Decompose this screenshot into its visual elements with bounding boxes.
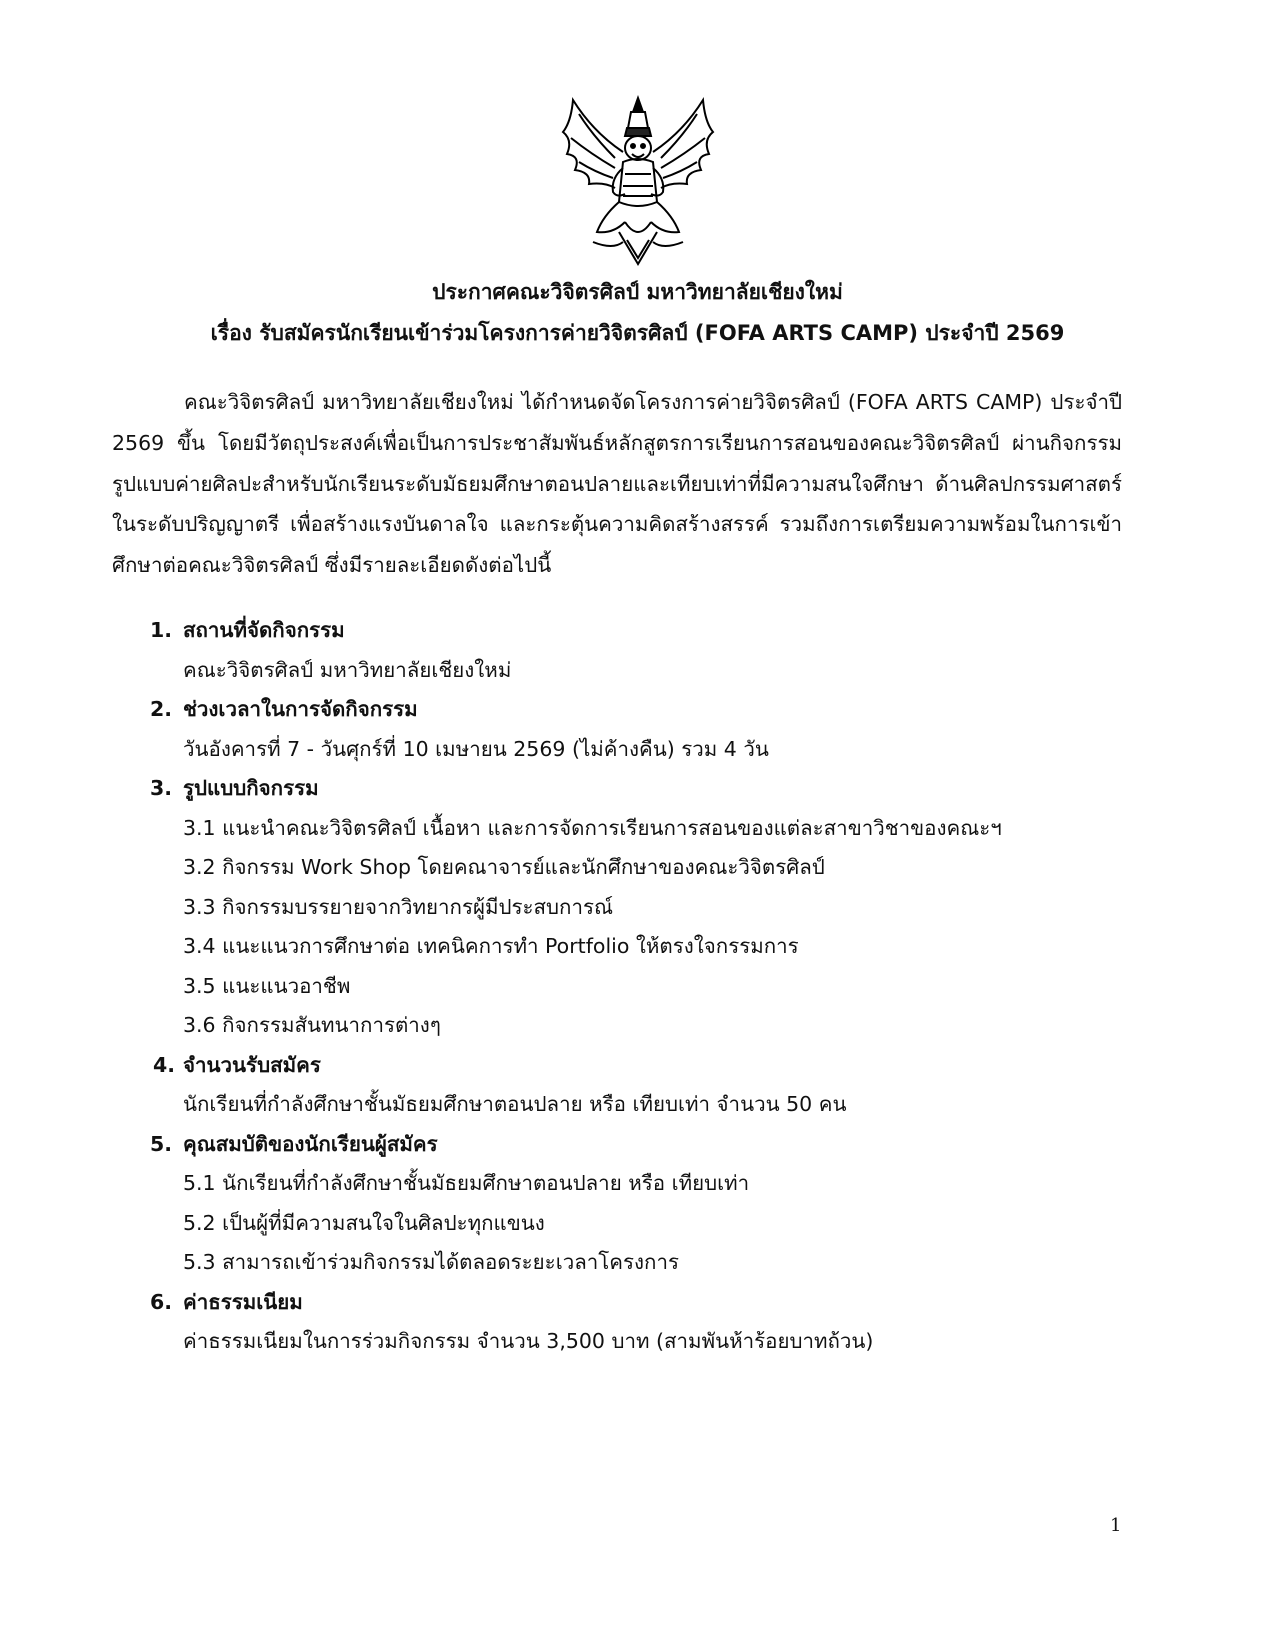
section-3-item: 3.4 แนะแนวการศึกษาต่อ เทคนิคการทำ Portfolio ให้ตรงใจกรรมการ	[183, 934, 799, 958]
section-number: 4.	[153, 1053, 176, 1077]
section-number: 5.	[150, 1132, 173, 1156]
section-5-item: 5.1 นักเรียนที่กำลังศึกษาชั้นมัธยมศึกษาตอนปลาย หรือ เทียบเท่า	[183, 1171, 750, 1195]
section-title: รูปแบบกิจกรรม	[183, 776, 319, 800]
section-5-item: 5.2 เป็นผู้ที่มีความสนใจในศิลปะทุกแขนง	[183, 1211, 545, 1235]
section-2-heading	[150, 694, 418, 724]
section-title: จำนวนรับสมัคร	[183, 1053, 321, 1077]
section-number: 6.	[150, 1290, 173, 1314]
section-title: ค่าธรรมเนียม	[183, 1290, 303, 1314]
section-number: 3.	[150, 776, 173, 800]
section-3-item: 3.2 กิจกรรม Work Shop โดยคณาจารย์และนักศึกษาของคณะวิจิตรศิลป์	[183, 855, 825, 879]
section-1-item: คณะวิจิตรศิลป์ มหาวิทยาลัยเชียงใหม่	[183, 658, 512, 682]
garuda-emblem-icon	[553, 92, 723, 270]
section-title: ช่วงเวลาในการจัดกิจกรรม	[183, 697, 418, 721]
section-6-heading	[150, 1287, 303, 1317]
announcement-subject: เรื่อง รับสมัครนักเรียนเข้าร่วมโครงการค่ายวิจิตรศิลป์ (FOFA ARTS CAMP) ประจำปี 2569	[210, 321, 1065, 345]
section-3-item: 3.3 กิจกรรมบรรยายจากวิทยากรผู้มีประสบการณ์	[183, 895, 613, 919]
section-3-item: 3.6 กิจกรรมสันทนาการต่างๆ	[183, 1013, 441, 1037]
section-3-heading	[150, 773, 319, 803]
section-1-heading	[150, 615, 345, 645]
section-5-item: 5.3 สามารถเข้าร่วมกิจกรรมได้ตลอดระยะเวลาโครงการ	[183, 1250, 679, 1274]
section-2-item: วันอังคารที่ 7 - วันศุกร์ที่ 10 เมษายน 2569 (ไม่ค้างคืน) รวม 4 วัน	[183, 737, 769, 761]
section-title: สถานที่จัดกิจกรรม	[183, 618, 345, 642]
section-title: คุณสมบัติของนักเรียนผู้สมัคร	[183, 1132, 438, 1156]
section-6-item: ค่าธรรมเนียมในการร่วมกิจกรรม จำนวน 3,500 บาท (สามพันห้าร้อยบาทถ้วน)	[183, 1329, 874, 1353]
section-number: 2.	[150, 697, 173, 721]
intro-paragraph	[112, 382, 1122, 586]
section-5-heading	[150, 1129, 438, 1159]
intro-text: คณะวิจิตรศิลป์ มหาวิทยาลัยเชียงใหม่ ได้กำหนดจัดโครงการค่ายวิจิตรศิลป์ (FOFA ARTS CAMP) ประจำปี 2569 ขึ้น โดยมีวัตถุประสงค์เพื่อเป็นการประชาสัมพันธ์หลักสูตรการเรียนการสอนของคณะวิจิตรศิลป์ ผ่านกิจกรรมรูปแบบค่ายศิลปะสำหรับนักเรียนระดับมัธยมศึกษาตอนปลายและเทียบเท่าที่มีความสนใจศึกษา ด้านศิลปกรรมศาสตร์ในระดับปริญญาตรี เพื่อสร้างแรงบันดาลใจ และกระตุ้นความคิดสร้างสรรค์ รวมถึงการเตรียมความพร้อมในการเข้าศึกษาต่อคณะวิจิตรศิลป์ ซึ่งมีรายละเอียดดังต่อไปนี้	[112, 390, 1122, 578]
section-number: 1.	[150, 618, 173, 642]
section-4-item: นักเรียนที่กำลังศึกษาชั้นมัธยมศึกษาตอนปลาย หรือ เทียบเท่า จำนวน 50 คน	[183, 1092, 847, 1116]
page-number: 1	[1110, 1515, 1122, 1536]
section-4-heading	[153, 1050, 321, 1080]
section-3-item: 3.1 แนะนำคณะวิจิตรศิลป์ เนื้อหา และการจัดการเรียนการสอนของแต่ละสาขาวิชาของคณะฯ	[183, 816, 1002, 840]
section-3-item: 3.5 แนะแนวอาชีพ	[183, 974, 351, 998]
announcement-title: ประกาศคณะวิจิตรศิลป์ มหาวิทยาลัยเชียงใหม่	[432, 280, 843, 304]
